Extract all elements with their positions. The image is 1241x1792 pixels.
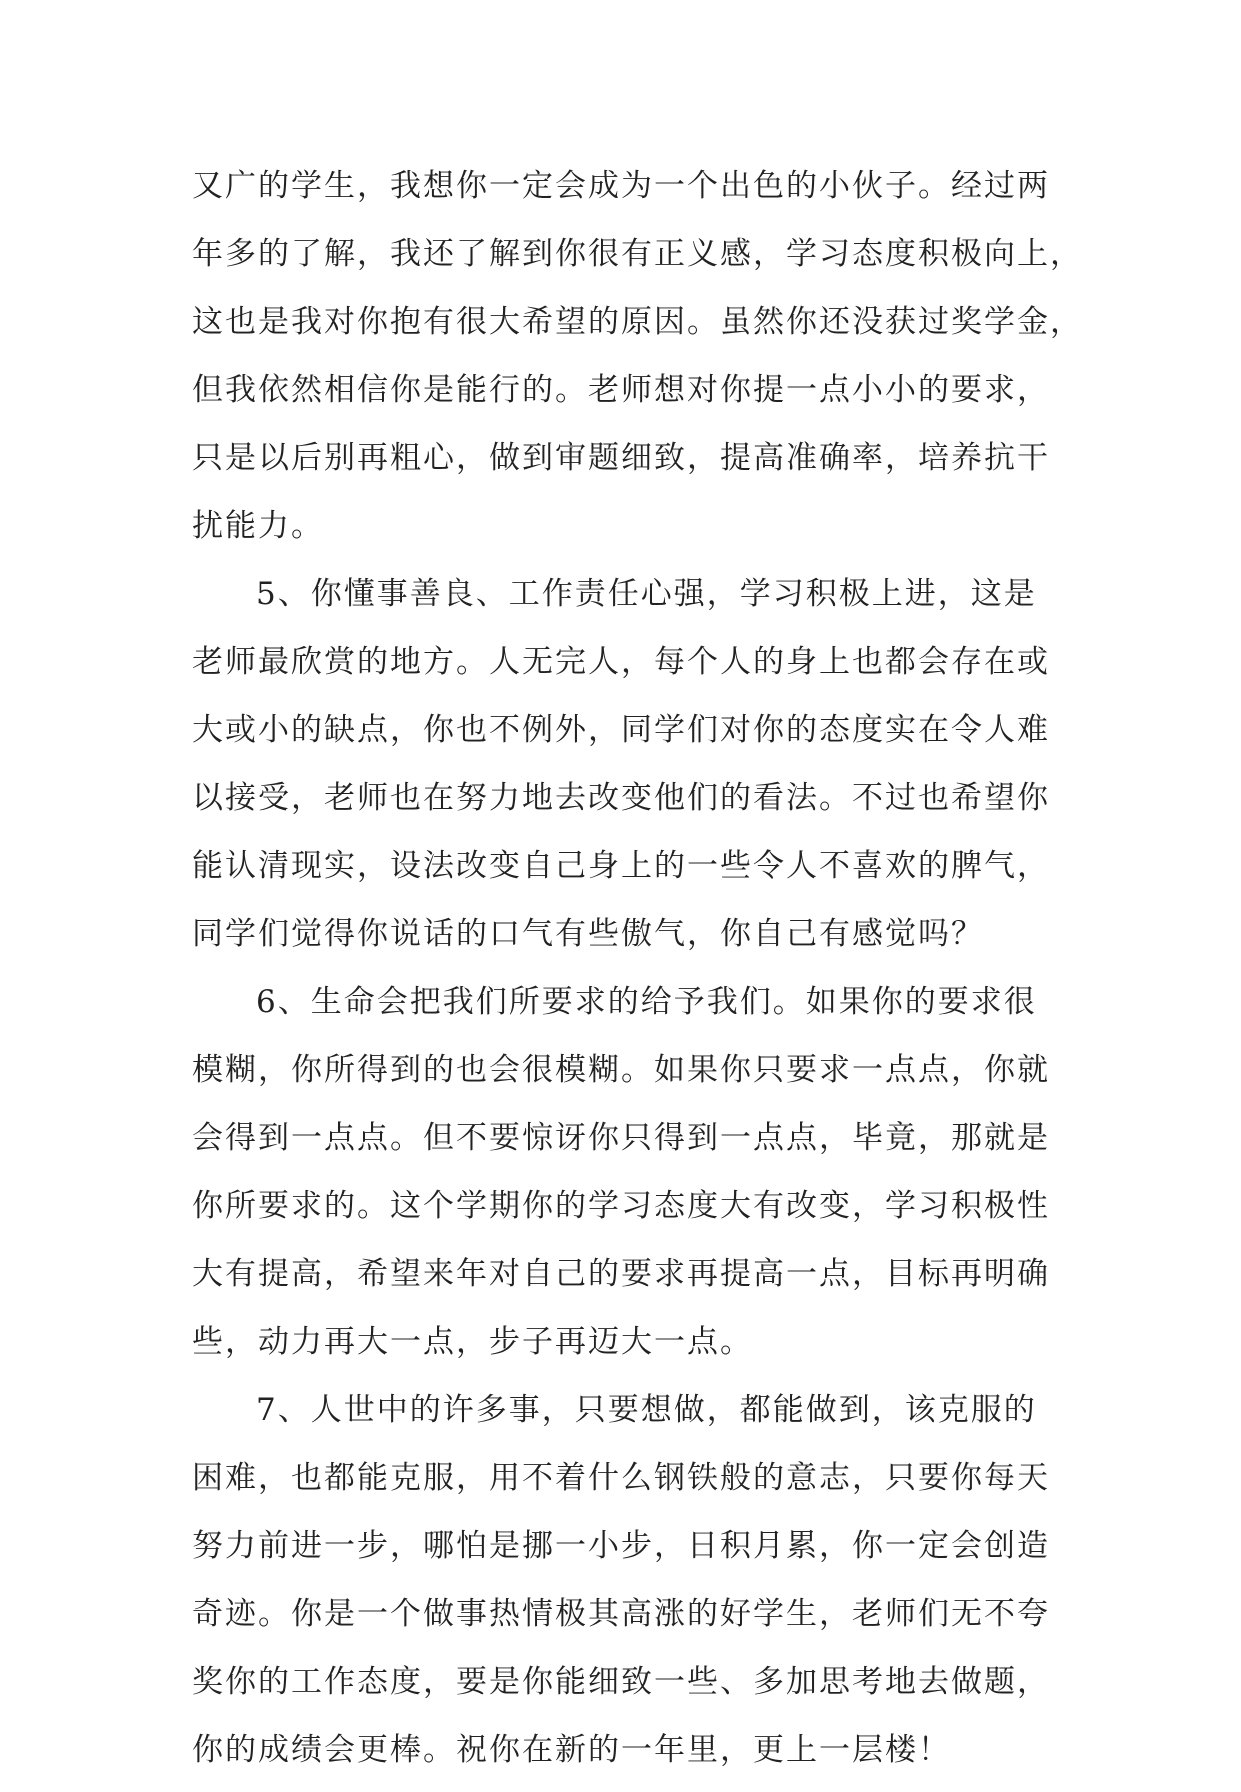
text-line: 困难，也都能克服，用不着什么钢铁般的意志，只要你每天 (192, 1460, 1050, 1496)
text-line: 同学们觉得你说话的口气有些傲气，你自己有感觉吗？ (192, 916, 984, 952)
text-line: 些，动力再大一点，步子再迈大一点。 (192, 1324, 753, 1360)
text-line: 奖你的工作态度，要是你能细致一些、多加思考地去做题， (192, 1664, 1050, 1700)
text-line: 努力前进一步，哪怕是挪一小步，日积月累，你一定会创造 (192, 1528, 1050, 1564)
text-line: 年多的了解，我还了解到你很有正义感，学习态度积极向上， (192, 236, 1083, 272)
text-line: 奇迹。你是一个做事热情极其高涨的好学生，老师们无不夸 (192, 1596, 1050, 1632)
text-line: 会得到一点点。但不要惊讶你只得到一点点，毕竟，那就是 (192, 1120, 1050, 1156)
paragraph-start-line: 7、人世中的许多事，只要想做，都能做到，该克服的 (256, 1392, 1037, 1428)
text-line: 但我依然相信你是能行的。老师想对你提一点小小的要求， (192, 372, 1050, 408)
document-body (192, 160, 1092, 1792)
text-line: 能认清现实，设法改变自己身上的一些令人不喜欢的脾气， (192, 848, 1050, 884)
paragraph-start-line: 5、你懂事善良、工作责任心强，学习积极上进，这是 (256, 576, 1037, 612)
paragraph-start-line: 6、生命会把我们所要求的给予我们。如果你的要求很 (256, 984, 1037, 1020)
text-line: 你所要求的。这个学期你的学习态度大有改变，学习积极性 (192, 1188, 1050, 1224)
text-line: 扰能力。 (192, 508, 324, 544)
text-line: 模糊，你所得到的也会很模糊。如果你只要求一点点，你就 (192, 1052, 1050, 1088)
text-line: 老师最欣赏的地方。人无完人，每个人的身上也都会存在或 (192, 644, 1050, 680)
text-line: 大有提高，希望来年对自己的要求再提高一点，目标再明确 (192, 1256, 1050, 1292)
text-line: 你的成绩会更棒。祝你在新的一年里，更上一层楼！ (192, 1732, 951, 1768)
text-line: 以接受，老师也在努力地去改变他们的看法。不过也希望你 (192, 780, 1050, 816)
text-line: 这也是我对你抱有很大希望的原因。虽然你还没获过奖学金， (192, 304, 1083, 340)
text-line: 又广的学生，我想你一定会成为一个出色的小伙子。经过两 (192, 168, 1050, 204)
text-line: 只是以后别再粗心，做到审题细致，提高准确率，培养抗干 (192, 440, 1050, 476)
text-line: 大或小的缺点，你也不例外，同学们对你的态度实在令人难 (192, 712, 1050, 748)
